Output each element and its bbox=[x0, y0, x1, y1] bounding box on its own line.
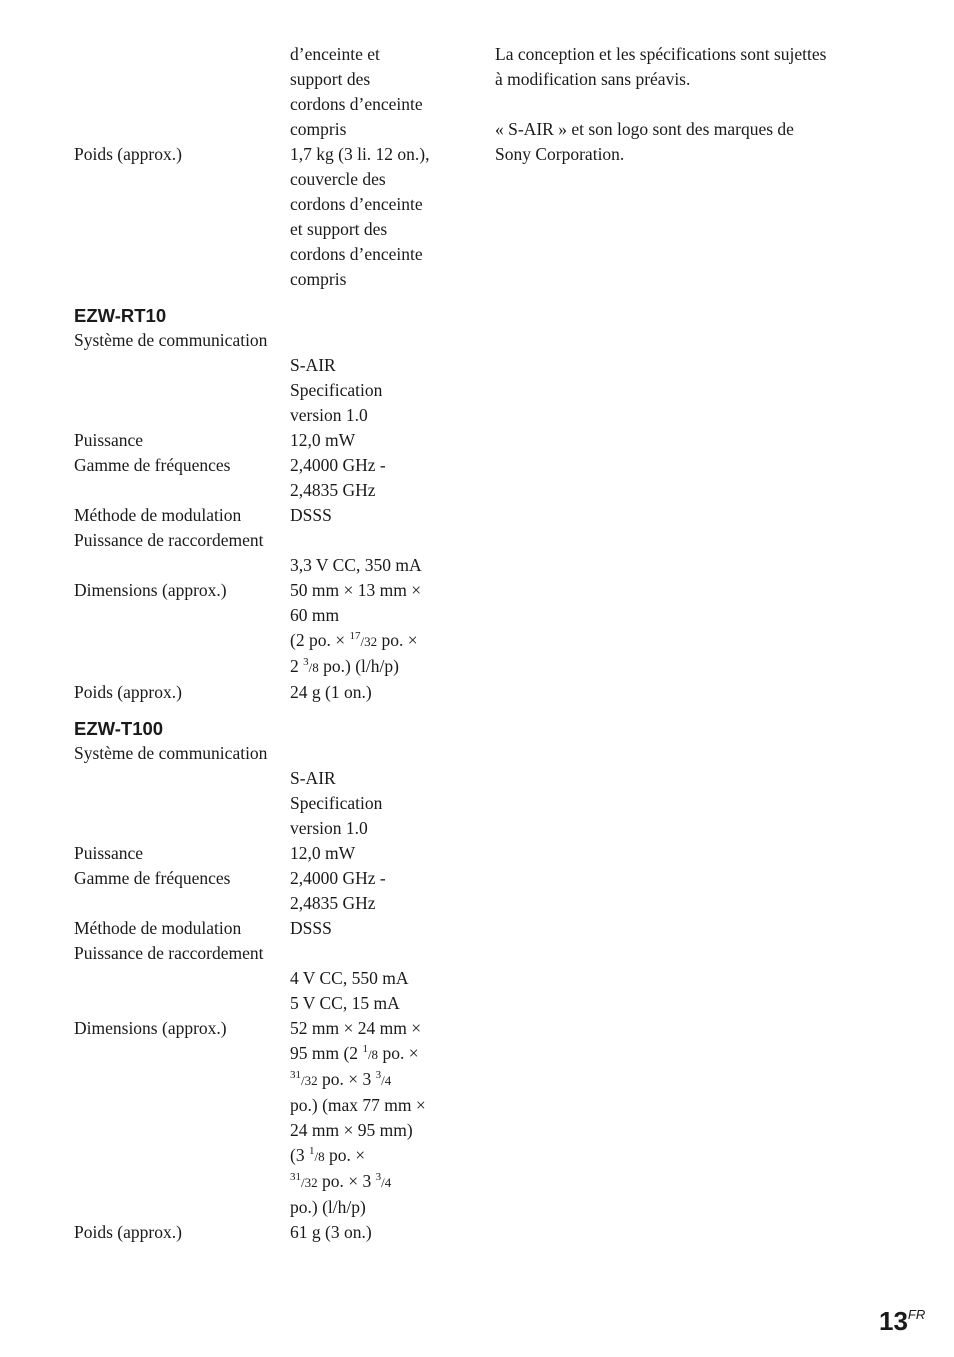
value-line: Specification bbox=[290, 380, 383, 400]
page-number bbox=[879, 1300, 925, 1336]
spec-value bbox=[290, 42, 450, 142]
value-line bbox=[290, 628, 450, 654]
spec-row-connection-label bbox=[74, 528, 454, 553]
value-line: 4 V CC, 550 mA bbox=[290, 968, 409, 988]
text-part: po.) (l/h/p) bbox=[318, 656, 399, 676]
left-column bbox=[74, 42, 454, 1245]
value-line bbox=[290, 654, 450, 680]
value-line: DSSS bbox=[290, 505, 332, 525]
value-line: 12,0 mW bbox=[290, 843, 356, 863]
paragraph-line: Sony Corporation. bbox=[495, 144, 625, 164]
value-line: 2,4000 GHz - bbox=[290, 455, 386, 475]
fraction-denominator: /8 bbox=[314, 1149, 325, 1164]
spec-label: Méthode de modulation bbox=[74, 505, 242, 525]
value-line: 1,7 kg (3 li. 12 on.), bbox=[290, 144, 430, 164]
fraction-numerator: 3 bbox=[303, 656, 309, 668]
spec-label: Système de communication bbox=[74, 743, 268, 763]
spec-row-comm-label bbox=[74, 741, 454, 766]
text-part: po. × bbox=[377, 630, 418, 650]
fraction-denominator: /8 bbox=[308, 660, 319, 675]
spec-label: Gamme de fréquences bbox=[74, 455, 231, 475]
spec-row-connection bbox=[74, 966, 454, 1016]
fraction-numerator: 1 bbox=[308, 1145, 315, 1157]
value-line bbox=[290, 1041, 450, 1067]
spec-value bbox=[290, 142, 450, 292]
value-line: S-AIR bbox=[290, 355, 336, 375]
value-line: d’enceinte et bbox=[290, 44, 380, 64]
text-part: 95 mm (2 bbox=[290, 1043, 363, 1063]
value-line: cordons d’enceinte bbox=[290, 94, 423, 114]
spec-value bbox=[290, 353, 450, 428]
spec-row-power bbox=[74, 841, 454, 866]
spec-row-modulation bbox=[74, 503, 454, 528]
spec-value bbox=[290, 453, 450, 503]
spec-value bbox=[290, 766, 450, 841]
spec-row-weight bbox=[74, 142, 454, 292]
spec-row-weight bbox=[74, 680, 454, 705]
text-part: po. × bbox=[378, 1043, 419, 1063]
value-line bbox=[290, 1067, 450, 1093]
value-line: et support des bbox=[290, 219, 388, 239]
fraction-numerator: 31 bbox=[290, 1171, 301, 1183]
spec-value bbox=[290, 866, 450, 916]
notice-trademark bbox=[495, 117, 865, 167]
fraction-numerator: 3 bbox=[375, 1171, 382, 1183]
value-line: 2,4835 GHz bbox=[290, 480, 376, 500]
spec-row-connection-label bbox=[74, 941, 454, 966]
spec-row-weight bbox=[74, 1220, 454, 1245]
value-line: DSSS bbox=[290, 918, 332, 938]
spec-row-frequency bbox=[74, 866, 454, 916]
text-part: (3 bbox=[290, 1145, 309, 1165]
spec-row-dimensions bbox=[74, 1016, 454, 1220]
spec-row-frequency bbox=[74, 453, 454, 503]
value-line: po.) (max 77 mm × bbox=[290, 1095, 426, 1115]
fraction-denominator: /32 bbox=[301, 1073, 318, 1088]
paragraph-line: « S-AIR » et son logo sont des marques de bbox=[495, 119, 794, 139]
value-line: couvercle des bbox=[290, 169, 386, 189]
spec-value bbox=[290, 503, 450, 528]
fraction-denominator: /32 bbox=[360, 634, 378, 649]
spec-label: Dimensions (approx.) bbox=[74, 1018, 227, 1038]
value-line: Specification bbox=[290, 793, 383, 813]
spec-label: Puissance de raccordement bbox=[74, 530, 264, 550]
value-line bbox=[290, 1169, 450, 1195]
fraction-numerator: 1 bbox=[362, 1043, 368, 1055]
value-line: S-AIR bbox=[290, 768, 336, 788]
page-number-value: 13 bbox=[879, 1306, 908, 1336]
spec-row-continuation bbox=[74, 42, 454, 142]
value-line: 60 mm bbox=[290, 605, 340, 625]
text-part: 2 bbox=[290, 656, 304, 676]
right-column bbox=[495, 42, 875, 192]
spec-label: Puissance bbox=[74, 843, 144, 863]
spec-row-comm bbox=[74, 766, 454, 841]
paragraph-line: La conception et les spécifications sont sujettes bbox=[495, 44, 827, 64]
spec-label: Dimensions (approx.) bbox=[74, 580, 227, 600]
spec-row-comm-label bbox=[74, 328, 454, 353]
page-language-suffix: FR bbox=[907, 1307, 926, 1322]
spec-value bbox=[290, 428, 450, 453]
spec-value bbox=[290, 966, 450, 1016]
spec-row-power bbox=[74, 428, 454, 453]
value-line: po.) (l/h/p) bbox=[290, 1197, 366, 1217]
spec-label: Poids (approx.) bbox=[74, 1222, 182, 1242]
spec-label: Système de communication bbox=[74, 330, 268, 350]
spec-label: Gamme de fréquences bbox=[74, 868, 231, 888]
spec-value bbox=[290, 553, 450, 578]
spec-value bbox=[290, 1016, 450, 1220]
fraction-numerator: 31 bbox=[290, 1069, 301, 1081]
spec-row-connection bbox=[74, 553, 454, 578]
text-part: po. × 3 bbox=[317, 1171, 376, 1191]
value-line: 3,3 V CC, 350 mA bbox=[290, 555, 422, 575]
value-line bbox=[290, 1143, 450, 1169]
spec-label: Puissance bbox=[74, 430, 144, 450]
spec-value bbox=[290, 680, 450, 705]
notice-specifications bbox=[495, 42, 865, 92]
text-part: po. × bbox=[324, 1145, 366, 1165]
value-line: 24 mm × 95 mm) bbox=[290, 1120, 413, 1140]
value-line: 12,0 mW bbox=[290, 430, 356, 450]
value-line: 52 mm × 24 mm × bbox=[290, 1018, 422, 1038]
value-line: 2,4835 GHz bbox=[290, 893, 376, 913]
spec-value bbox=[290, 841, 450, 866]
fraction-denominator: /8 bbox=[367, 1047, 379, 1062]
spec-label: Puissance de raccordement bbox=[74, 943, 264, 963]
value-line: version 1.0 bbox=[290, 405, 368, 425]
value-line: cordons d’enceinte bbox=[290, 194, 423, 214]
spec-value bbox=[290, 578, 450, 680]
spec-label: Poids (approx.) bbox=[74, 682, 182, 702]
text-part: (2 po. × bbox=[290, 630, 350, 650]
fraction-numerator: 17 bbox=[349, 630, 361, 642]
spec-row-dimensions bbox=[74, 578, 454, 680]
value-line: cordons d’enceinte bbox=[290, 244, 423, 264]
spec-value bbox=[290, 916, 450, 941]
fraction-numerator: 3 bbox=[375, 1069, 382, 1081]
spec-value bbox=[290, 1220, 450, 1245]
value-line: compris bbox=[290, 119, 347, 139]
fraction-denominator: /32 bbox=[301, 1175, 318, 1190]
fraction-denominator: /4 bbox=[381, 1073, 392, 1088]
value-line: 61 g (3 on.) bbox=[290, 1222, 372, 1242]
value-line: 24 g (1 on.) bbox=[290, 682, 372, 702]
value-line: 2,4000 GHz - bbox=[290, 868, 386, 888]
spec-label: Méthode de modulation bbox=[74, 918, 242, 938]
spec-row-modulation bbox=[74, 916, 454, 941]
value-line: 5 V CC, 15 mA bbox=[290, 993, 400, 1013]
text-part: po. × 3 bbox=[317, 1069, 376, 1089]
section-heading-ezw-rt10: EZW-RT10 bbox=[74, 305, 167, 326]
paragraph-line: à modification sans préavis. bbox=[495, 69, 691, 89]
fraction-denominator: /4 bbox=[381, 1175, 392, 1190]
section-heading-ezw-t100: EZW-T100 bbox=[74, 718, 164, 739]
spec-row-comm bbox=[74, 353, 454, 428]
value-line: 50 mm × 13 mm × bbox=[290, 580, 422, 600]
value-line: support des bbox=[290, 69, 371, 89]
value-line: compris bbox=[290, 269, 347, 289]
value-line: version 1.0 bbox=[290, 818, 368, 838]
spec-label: Poids (approx.) bbox=[74, 144, 182, 164]
